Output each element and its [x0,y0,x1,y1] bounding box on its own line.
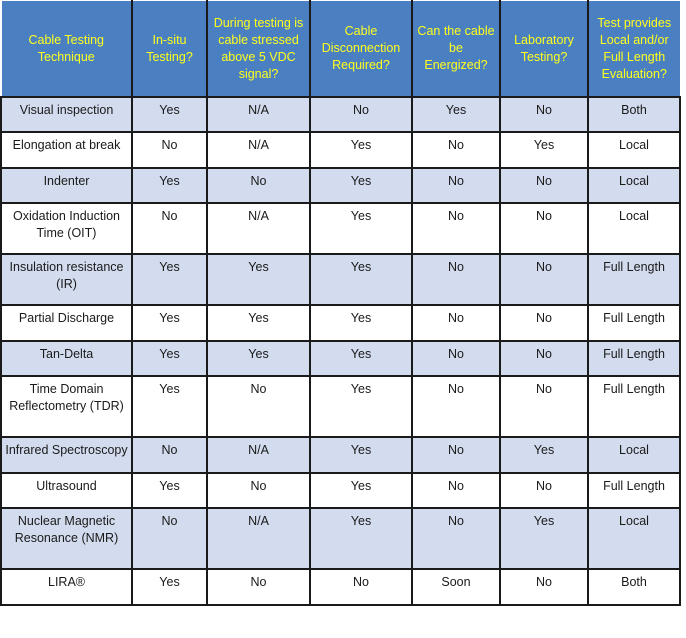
cell-stressed: N/A [207,97,310,132]
table-row [1,97,680,132]
table-body [1,97,680,605]
cell-stressed: N/A [207,132,310,168]
cell-stressed: N/A [207,437,310,473]
cell-disconnection: Yes [310,305,412,341]
table-row [1,305,680,341]
cell-energized: Soon [412,569,500,605]
table-row [1,168,680,203]
cell-laboratory: No [500,168,588,203]
cell-stressed: No [207,473,310,508]
cell-energized: Yes [412,97,500,132]
cell-disconnection: Yes [310,376,412,437]
cell-disconnection: Yes [310,508,412,569]
cell-laboratory: Yes [500,508,588,569]
cell-energized: No [412,132,500,168]
cell-evaluation: Both [588,569,680,605]
cell-technique: Tan-Delta [1,341,132,376]
table-row [1,473,680,508]
cell-in-situ: No [132,508,207,569]
cell-evaluation: Full Length [588,376,680,437]
cell-disconnection: Yes [310,473,412,508]
cell-technique: Ultrasound [1,473,132,508]
cell-disconnection: Yes [310,254,412,305]
header-in-situ: In-situ Testing? [132,1,207,98]
cell-technique: Infrared Spectroscopy [1,437,132,473]
cell-in-situ: Yes [132,473,207,508]
cell-laboratory: No [500,97,588,132]
cell-stressed: No [207,168,310,203]
cell-disconnection: Yes [310,437,412,473]
cell-energized: No [412,508,500,569]
cell-in-situ: Yes [132,254,207,305]
cell-in-situ: Yes [132,341,207,376]
table-row [1,569,680,605]
cell-laboratory: No [500,341,588,376]
cell-evaluation: Full Length [588,341,680,376]
cell-laboratory: No [500,203,588,254]
cell-energized: No [412,305,500,341]
cell-technique: Partial Discharge [1,305,132,341]
cell-energized: No [412,254,500,305]
cell-stressed: Yes [207,341,310,376]
cell-energized: No [412,376,500,437]
cell-laboratory: Yes [500,132,588,168]
table-row [1,254,680,305]
cell-technique: Time Domain Reflectometry (TDR) [1,376,132,437]
header-energized: Can the cable be Energized? [412,1,500,98]
cell-energized: No [412,437,500,473]
cell-laboratory: No [500,473,588,508]
cell-in-situ: Yes [132,305,207,341]
cell-technique: Insulation resistance (IR) [1,254,132,305]
cell-laboratory: No [500,569,588,605]
cell-stressed: Yes [207,305,310,341]
table-row [1,437,680,473]
cell-laboratory: No [500,254,588,305]
header-evaluation: Test provides Local and/or Full Length Evaluation? [588,1,680,98]
cell-evaluation: Local [588,437,680,473]
cell-in-situ: Yes [132,569,207,605]
cell-energized: No [412,203,500,254]
header-laboratory: Laboratory Testing? [500,1,588,98]
cell-laboratory: Yes [500,437,588,473]
cell-technique: Elongation at break [1,132,132,168]
cell-evaluation: Local [588,203,680,254]
cell-stressed: N/A [207,203,310,254]
cell-disconnection: No [310,97,412,132]
cell-evaluation: Local [588,168,680,203]
cell-in-situ: No [132,437,207,473]
cell-stressed: No [207,376,310,437]
cell-in-situ: Yes [132,97,207,132]
table-row [1,508,680,569]
cell-technique: Nuclear Magnetic Resonance (NMR) [1,508,132,569]
cell-laboratory: No [500,305,588,341]
table-row [1,203,680,254]
cell-stressed: No [207,569,310,605]
cell-evaluation: Both [588,97,680,132]
cell-disconnection: No [310,569,412,605]
cell-evaluation: Full Length [588,254,680,305]
cell-evaluation: Local [588,508,680,569]
cell-technique: LIRA® [1,569,132,605]
cell-energized: No [412,341,500,376]
header-disconnection: Cable Disconnection Required? [310,1,412,98]
header-technique: Cable Testing Technique [1,1,132,98]
table-row [1,341,680,376]
table-row [1,376,680,437]
cell-disconnection: Yes [310,132,412,168]
cell-in-situ: Yes [132,168,207,203]
cell-disconnection: Yes [310,341,412,376]
cell-stressed: Yes [207,254,310,305]
cell-stressed: N/A [207,508,310,569]
cell-in-situ: Yes [132,376,207,437]
cell-energized: No [412,168,500,203]
header-row [1,1,680,98]
cell-evaluation: Local [588,132,680,168]
header-stressed: During testing is cable stressed above 5 VDC signal? [207,1,310,98]
cell-disconnection: Yes [310,203,412,254]
cell-energized: No [412,473,500,508]
cell-evaluation: Full Length [588,305,680,341]
cell-laboratory: No [500,376,588,437]
cell-in-situ: No [132,132,207,168]
cell-evaluation: Full Length [588,473,680,508]
cell-technique: Visual inspection [1,97,132,132]
cell-technique: Indenter [1,168,132,203]
cell-in-situ: No [132,203,207,254]
cell-disconnection: Yes [310,168,412,203]
table-row [1,132,680,168]
cell-technique: Oxidation Induction Time (OIT) [1,203,132,254]
